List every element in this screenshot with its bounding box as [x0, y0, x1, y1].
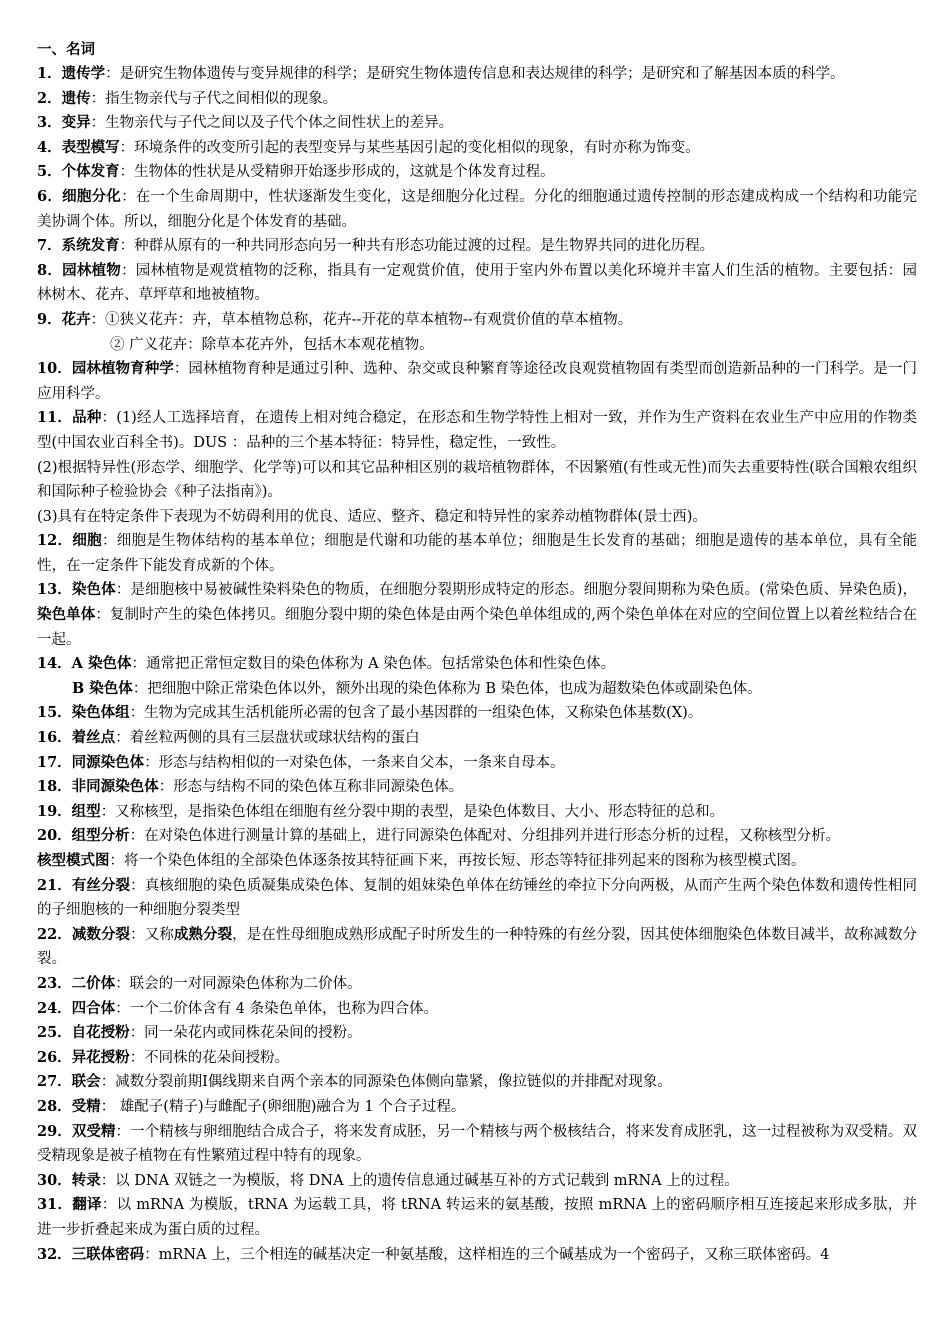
definition-text: ：mRNA 上，三个相连的碱基决定一种氨基酸，这样相连的三个碱基成为一个密码子，又称三联体密码。4 [144, 1246, 830, 1263]
definition-term: 29．双受精 [37, 1122, 116, 1140]
definition-term: 3．变异 [37, 114, 91, 132]
definition-term: 32．三联体密码 [37, 1245, 145, 1263]
definition-text: ：指生物亲代与子代之间相似的现象。 [90, 90, 338, 107]
definition-text: (3)具有在特定条件下表现为不妨碍利用的优良、适应、整齐、稳定和特异性的家养动植物群体(景士西)。 [37, 508, 707, 525]
definition-term: 23．二价体 [37, 974, 116, 992]
section-heading: 一、名词 [37, 41, 95, 58]
definition-line [37, 1120, 917, 1169]
definition-term: B 染色体 [72, 679, 133, 697]
definition-text: ：真核细胞的染色质凝集成染色体、复制的姐妹染色单体在纺锤丝的牵拉下分向两极，从而产生两个染色体数和遗传性相同的子细胞核的一种细胞分裂类型 [37, 877, 917, 919]
definition-term: 4．表型模写 [37, 138, 120, 156]
definition-list [37, 62, 917, 1267]
definition-term: 30．转录 [37, 1171, 101, 1189]
definition-text: ：园林植物育种是通过引种、选种、杂交或良种繁育等途径改良观赏植物固有类型而创造新品种的一门科学。是一门应用科学。 [37, 361, 917, 402]
definition-line [37, 136, 917, 161]
definition-line [37, 800, 917, 825]
definition-text: ：一个精核与卵细胞结合成合子，将来发育成胚，另一个精核与两个极核结合，将来发育成胚乳，这一过程被称为双受精。双受精现象是被子植物在有性繁殖过程中特有的现象。 [37, 1123, 917, 1165]
definition-line [37, 1243, 917, 1268]
definition-line [37, 874, 917, 923]
definition-term: 16．着丝点 [37, 729, 116, 747]
definition-term: 5．个体发育 [37, 163, 120, 181]
definition-term: 核型模式图 [37, 852, 110, 869]
definition-line [37, 185, 917, 234]
definition-line [37, 529, 917, 578]
definition-term: 成熟分裂 [173, 925, 233, 943]
definition-text: ：形态与结构相似的一对染色体，一条来自父本，一条来自母本。 [144, 754, 565, 771]
definition-text: ：生物为完成其生活机能所必需的包含了最小基因群的一组染色体，又称染色体基数(X)。 [129, 705, 703, 722]
definition-text: ：在对染色体进行测量计算的基础上，进行同源染色体配对、分组排列并进行形态分析的过程，又称核型分析。 [129, 828, 841, 845]
definition-text: ：减数分裂前期Ⅰ偶线期来自两个亲本的同源染色体侧向靠紧，像拉链似的并排配对现象。 [100, 1074, 672, 1091]
definition-text: ：把细胞中除正常染色体以外，额外出现的染色体称为 B 染色体，也成为超数染色体或副染色体。 [132, 680, 762, 697]
definition-line [37, 160, 917, 185]
definition-term: 11．品种 [37, 409, 102, 427]
definition-term: 7．系统发育 [37, 237, 120, 255]
definition-text: ：复制时产生的染色体拷贝。细胞分裂中期的染色体是由两个染色单体组成的,两个染色单体在对应的空间位置上以着丝粒结合在一起。 [37, 607, 917, 648]
definition-line [37, 87, 917, 112]
definition-text: ：又称核型，是指染色体组在细胞有丝分裂中期的表型，是染色体数目、大小、形态特征的总和。 [100, 803, 725, 820]
definition-term: 21．有丝分裂 [37, 876, 131, 894]
definition-text: ：种群从原有的一种共同形态向另一种共有形态功能过渡的过程。是生物界共同的进化历程。 [119, 238, 715, 255]
definition-text: ：是细胞核中易被碱性染料染色的物质，在细胞分裂期形成特定的形态。细胞分裂间期称为染色质。(常染色质、异染色质)， [115, 582, 917, 599]
definition-term: 28．受精 [37, 1097, 101, 1115]
definition-text: ：形态与结构不同的染色体互称非同源染色体。 [158, 779, 464, 796]
definition-text: ：不同株的花朵间授粉。 [129, 1049, 290, 1066]
definition-term: 13．染色体 [37, 581, 116, 599]
definition-term: 14．A 染色体 [37, 655, 132, 673]
definition-term: 12．细胞 [37, 532, 102, 550]
definition-line [37, 578, 917, 652]
definition-line [37, 824, 917, 849]
definition-text: ：着丝粒两侧的具有三层盘状或球状结构的蛋白 [115, 730, 420, 747]
definition-text: ：同一朵花内或同株花朵间的授粉。 [129, 1025, 362, 1042]
definition-line [37, 751, 917, 776]
definition-line [37, 1021, 917, 1046]
definition-text: ：①狭义花卉：卉，草本植物总称，花卉--开花的草本植物--有观赏价值的草本植物。 [90, 311, 633, 328]
definition-line [37, 333, 917, 358]
definition-line [37, 456, 917, 505]
definition-text: ：(1)经人工选择培育，在遗传上相对纯合稳定，在形态和生物学特性上相对一致，并作为生产资料在农业生产中应用的作物类型(中国农业百科全书)。DUS ：品种的三个基本特征：特异性，稳定性，一致性。 [37, 410, 917, 451]
definition-line [37, 997, 917, 1022]
definition-term: 18．非同源染色体 [37, 778, 159, 796]
definition-term: 24．四合体 [37, 999, 116, 1017]
definition-term: 1．遗传学 [37, 65, 106, 82]
definition-line [37, 1095, 917, 1120]
definition-text: ：在一个生命周期中，性状逐渐发生变化，这是细胞分化过程。分化的细胞通过遗传控制的形态建成构成一个结构和功能完美协调个体。所以，细胞分化是个体发育的基础。 [37, 188, 917, 230]
definition-text: ：联会的一对同源染色体称为二价体。 [115, 975, 362, 992]
definition-term: 27．联会 [37, 1073, 101, 1091]
definition-text: ：生物体的性状是从受精卵开始逐步形成的，这就是个体发育过程。 [119, 164, 555, 181]
definition-term: 9．花卉 [37, 310, 91, 328]
definition-term: 10．园林植物育种学 [37, 360, 174, 378]
definition-text: ：通常把正常恒定数目的染色体称为 A 染色体。包括常染色体和性染色体。 [131, 656, 616, 673]
definition-text: ：环境条件的改变所引起的表型变异与某些基因引起的变化相似的现象，有时亦称为饰变。 [119, 139, 700, 156]
definition-term: 2．遗传 [37, 89, 91, 107]
definition-line [37, 677, 917, 702]
definition-line [37, 406, 917, 455]
definition-text: (2)根据特异性(形态学、细胞学、化学等)可以和其它品种相区别的栽培植物群体，不因繁殖(有性或无性)而失去重要特性(联合国粮农组织和国际种子检验协会《种子法指南》)。 [37, 459, 917, 501]
definition-line [37, 726, 917, 751]
definition-text: ：生物亲代与子代之间以及子代个体之间性状上的差异。 [90, 115, 454, 132]
definition-line [37, 701, 917, 726]
definition-line [37, 234, 917, 259]
definition-term: 6．细胞分化 [37, 187, 122, 205]
definition-term: 15．染色体组 [37, 704, 130, 722]
definition-term: 8．园林植物 [37, 261, 122, 279]
definition-text: ：一个二价体含有 4 条染色单体，也称为四合体。 [115, 1000, 439, 1017]
definition-term: 20．组型分析 [37, 827, 130, 845]
definition-text: ：以 DNA 双链之一为模版，将 DNA 上的遗传信息通过碱基互补的方式记载到 mRNA 上的过程。 [100, 1172, 739, 1189]
definition-term: 19．组型 [37, 802, 101, 820]
definition-line [37, 357, 917, 406]
definition-term: 17．同源染色体 [37, 753, 145, 771]
definition-line [37, 259, 917, 308]
definition-text: ，是在性母细胞成熟形成配子时所发生的一种特殊的有丝分裂，因其使体细胞染色体数目减半，故称减数分裂。 [37, 926, 918, 968]
definition-line [37, 652, 917, 677]
definition-line [37, 111, 917, 136]
definition-line [37, 1070, 917, 1095]
definition-term: 25．自花授粉 [37, 1024, 130, 1042]
definition-term: 26．异花授粉 [37, 1048, 130, 1066]
definition-text: ：以 mRNA 为模版，tRNA 为运载工具，将 tRNA 转运来的氨基酸，按照 mRNA 上的密码顺序相互连接起来形成多肽，并进一步折叠起来成为蛋白质的过程。 [37, 1197, 918, 1238]
definition-text: ： 雄配子(精子)与雌配子(卵细胞)融合为 1 个合子过程。 [100, 1098, 466, 1115]
definition-term: 22．减数分裂 [37, 925, 131, 943]
definition-text: ：细胞是生物体结构的基本单位；细胞是代谢和功能的基本单位；细胞是生长发育的基础；细胞是遗传的基本单位，具有全能性，在一定条件下能发育成新的个体。 [37, 533, 917, 574]
definition-line [37, 62, 917, 87]
definition-text: ：又称 [130, 926, 174, 943]
definition-line [37, 1169, 917, 1194]
definition-line [37, 1046, 917, 1071]
definition-term: 31．翻译 [37, 1196, 102, 1214]
definition-line [37, 505, 917, 530]
definition-line [37, 923, 917, 972]
document-page [37, 38, 917, 1267]
definition-text: ：园林植物是观赏植物的泛称，指具有一定观赏价值，使用于室内外布置以美化环境并丰富人们生活的植物。主要包括：园林树木、花卉、草坪草和地被植物。 [37, 262, 917, 304]
definition-line [37, 849, 917, 874]
definition-line [37, 308, 917, 333]
definition-text: ：将一个染色体组的全部染色体逐条按其特征画下来，再按长短、形态等特征排列起来的图称为核型模式图。 [109, 853, 806, 869]
definition-text: ② 广义花卉：除草本花卉外，包括木本观花植物。 [110, 336, 434, 353]
definition-line [37, 1193, 917, 1242]
definition-term: 染色单体 [37, 606, 96, 624]
definition-text: ：是研究生物体遗传与变异规律的科学；是研究生物体遗传信息和表达规律的科学；是研究和了解基因本质的科学。 [105, 66, 845, 82]
definition-line [37, 775, 917, 800]
definition-line [37, 972, 917, 997]
